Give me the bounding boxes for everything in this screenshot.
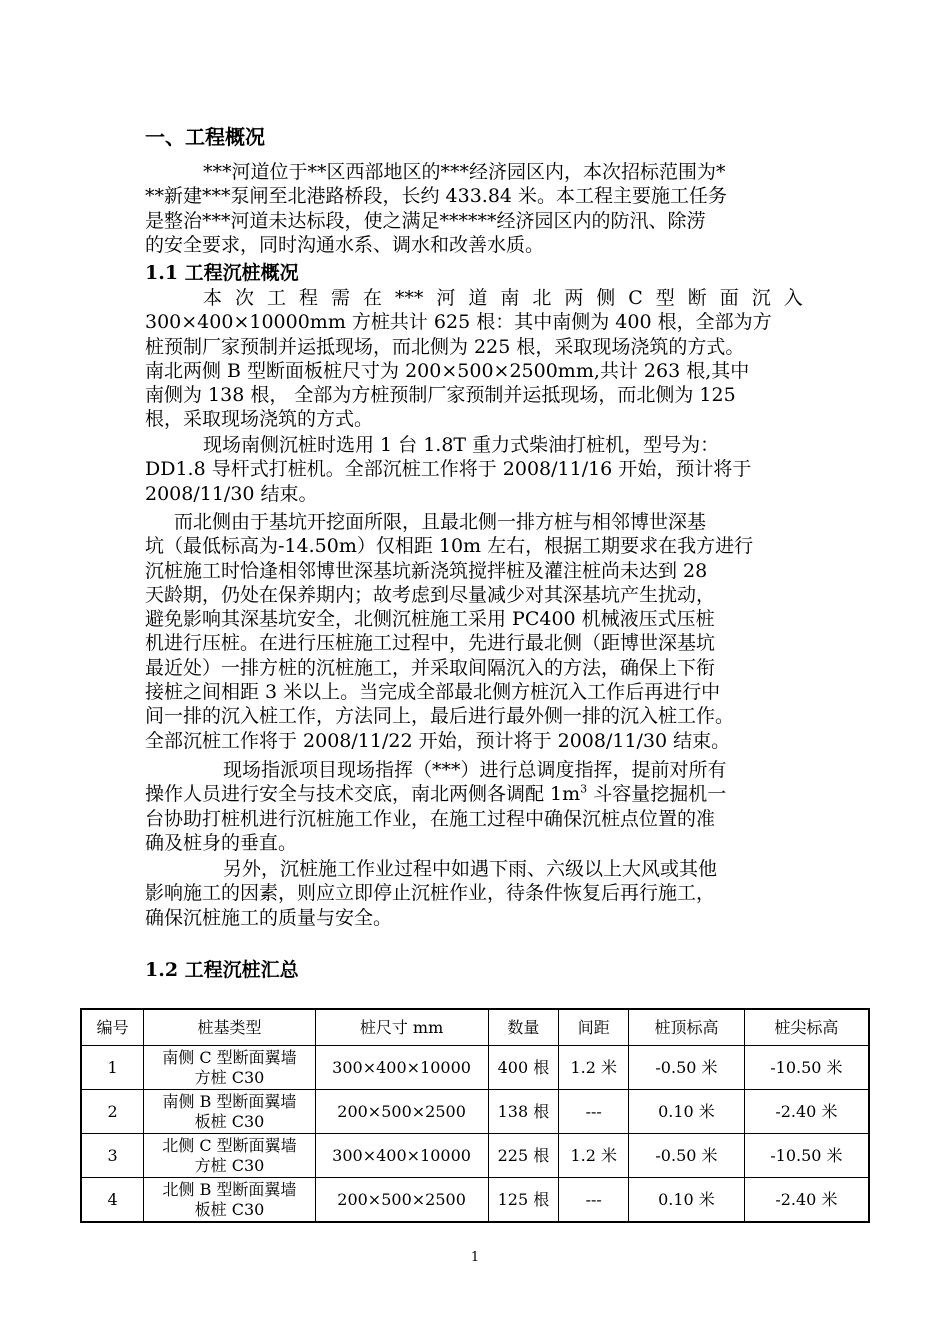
text-line: 机进行压桩。在进行压桩施工过程中，先进行最北侧（距博世深基坑 bbox=[145, 632, 716, 655]
table-cell bbox=[559, 1178, 629, 1223]
cell-text: --- bbox=[585, 1101, 602, 1121]
text-line: 300×400×10000mm 方桩共计 625 根：其中南侧为 400 根，全部为方 bbox=[145, 311, 772, 334]
table-row bbox=[81, 1134, 869, 1178]
cell-text: 南侧 B 型断面翼墙 bbox=[162, 1091, 297, 1111]
text-line: 最近处）一排方桩的沉桩施工，并采取间隔沉入的方法，确保上下衔 bbox=[145, 656, 716, 679]
header-cell: 桩尺寸 mm bbox=[315, 1009, 488, 1046]
table-cell bbox=[488, 1090, 559, 1134]
table-cell bbox=[559, 1046, 629, 1090]
header-cell: 桩基类型 bbox=[144, 1009, 315, 1046]
cell-text: -2.40 米 bbox=[775, 1101, 838, 1121]
header-cell: 间距 bbox=[559, 1009, 629, 1046]
table-cell bbox=[144, 1046, 315, 1090]
cell-text: 1.2 米 bbox=[570, 1057, 617, 1077]
cell-text: 125 根 bbox=[497, 1189, 550, 1209]
overview-paragraph bbox=[145, 160, 815, 257]
text-segment: 入 bbox=[783, 287, 803, 309]
table-cell bbox=[144, 1178, 315, 1223]
pile-overview-paragraph bbox=[145, 286, 815, 432]
table-cell bbox=[81, 1090, 144, 1134]
table-cell bbox=[488, 1046, 559, 1090]
table-cell bbox=[81, 1134, 144, 1178]
text-line: 2008/11/30 结束。 bbox=[145, 482, 318, 505]
table-cell bbox=[315, 1134, 488, 1178]
command-paragraph bbox=[145, 758, 815, 855]
text-segment: *** bbox=[394, 287, 424, 309]
cell-text: 300×400×10000 bbox=[332, 1057, 471, 1077]
text-line: 根，采取现场浇筑的方式。 bbox=[145, 408, 374, 431]
cell-text: 3 bbox=[107, 1145, 118, 1165]
text-line: 台协助打桩机进行沉桩施工作业，在施工过程中确保沉桩点位置的准 bbox=[145, 807, 716, 830]
table-cell bbox=[559, 1090, 629, 1134]
text-segment: C bbox=[628, 287, 643, 309]
cell-text: 北侧 C 型断面翼墙 bbox=[162, 1135, 297, 1155]
text-line: **新建***泵闸至北港路桥段，长约 433.84 米。本工程主要施工任务 bbox=[145, 185, 728, 208]
table-cell bbox=[629, 1090, 745, 1134]
table-cell bbox=[488, 1178, 559, 1223]
text-line bbox=[145, 782, 815, 806]
cell-text: 400 根 bbox=[497, 1057, 550, 1077]
cell-text: 200×500×2500 bbox=[337, 1189, 466, 1209]
text-segment: 沉 bbox=[751, 287, 771, 309]
text-segment: 次 bbox=[234, 287, 254, 309]
cell-text: 板桩 C30 bbox=[194, 1199, 265, 1219]
text-segment: 在 bbox=[362, 287, 382, 309]
text-segment: 河 bbox=[436, 287, 456, 309]
table-cell bbox=[629, 1178, 745, 1223]
table-cell bbox=[744, 1046, 869, 1090]
cell-text: 4 bbox=[107, 1189, 118, 1209]
cell-text: 2 bbox=[107, 1101, 118, 1121]
text-line: 是整治***河道未达标段，使之满足******经济园区内的防汛、除涝 bbox=[145, 209, 706, 232]
text-segment: 道 bbox=[468, 287, 488, 309]
cell-text: --- bbox=[585, 1189, 602, 1209]
table-cell bbox=[81, 1046, 144, 1090]
text-segment: 南 bbox=[500, 287, 520, 309]
pile-summary-table bbox=[80, 1008, 870, 1223]
table-cell bbox=[315, 1046, 488, 1090]
text-line: 沉桩施工时恰逢相邻博世深基坑新浇筑搅拌桩及灌注桩尚未达到 28 bbox=[145, 559, 708, 582]
table-row bbox=[81, 1046, 869, 1090]
table-cell bbox=[488, 1134, 559, 1178]
cell-text: 北侧 B 型断面翼墙 bbox=[162, 1179, 297, 1199]
text-line: 天龄期，仍处在保养期内；故考虑到尽量减少对其深基坑产生扰动， bbox=[145, 583, 716, 606]
text-line: 间一排的沉入桩工作，方法同上，最后进行最外侧一排的沉入桩工作。 bbox=[145, 705, 735, 728]
table-cell bbox=[744, 1134, 869, 1178]
table-cell bbox=[629, 1046, 745, 1090]
header-cell: 桩尖标高 bbox=[744, 1009, 869, 1046]
text-line: 南侧为 138 根， 全部为方桩预制厂家预制并运抵现场，而北侧为 125 bbox=[145, 384, 736, 407]
header-cell: 数量 bbox=[488, 1009, 559, 1046]
cell-text: 1 bbox=[107, 1057, 118, 1077]
cell-text: 方桩 C30 bbox=[194, 1067, 265, 1087]
table-row bbox=[81, 1090, 869, 1134]
table-cell bbox=[315, 1178, 488, 1223]
text-line: 确及桩身的垂直。 bbox=[145, 831, 298, 854]
text-line: 桩预制厂家预制并运抵现场，而北侧为 225 根，采取现场浇筑的方式。 bbox=[145, 335, 745, 358]
text-segment: 面 bbox=[719, 287, 739, 309]
south-piling-paragraph bbox=[145, 433, 815, 506]
text-line: 确保沉桩施工的质量与安全。 bbox=[145, 906, 393, 929]
table-cell bbox=[559, 1134, 629, 1178]
text-line: ***河道位于**区西部地区的***经济园区内，本次招标范围为* bbox=[203, 161, 726, 183]
cell-text: -10.50 米 bbox=[770, 1145, 843, 1165]
text-line: 南北两侧 B 型断面板桩尺寸为 200×500×2500mm,共计 263 根,其中 bbox=[145, 359, 750, 382]
section-heading-pile-summary: 1.2 工程沉桩汇总 bbox=[145, 959, 299, 981]
text-line: 现场指派项目现场指挥（***）进行总调度指挥，提前对所有 bbox=[223, 759, 727, 781]
table-row bbox=[81, 1178, 869, 1223]
cell-text: 板桩 C30 bbox=[194, 1111, 265, 1131]
header-cell: 编号 bbox=[81, 1009, 144, 1046]
superscript: 3 bbox=[580, 782, 588, 796]
text-segment: 断 bbox=[687, 287, 707, 309]
cell-text: 0.10 米 bbox=[658, 1189, 715, 1209]
text-line: 影响施工的因素，则应立即停止沉桩作业，待条件恢复后再行施工， bbox=[145, 882, 716, 905]
cell-text: 225 根 bbox=[497, 1145, 550, 1165]
table-cell bbox=[629, 1134, 745, 1178]
cell-text: -10.50 米 bbox=[770, 1057, 843, 1077]
north-piling-paragraph bbox=[145, 510, 815, 753]
text-segment: 侧 bbox=[596, 287, 616, 309]
table-cell bbox=[315, 1090, 488, 1134]
text-segment: 北 bbox=[532, 287, 552, 309]
cell-text: 方桩 C30 bbox=[194, 1155, 265, 1175]
text-line: 坑（最低标高为-14.50m）仅相距 10m 左右，根据工期要求在我方进行 bbox=[145, 535, 754, 558]
cell-text: 200×500×2500 bbox=[337, 1101, 466, 1121]
section-heading-pile-overview: 1.1 工程沉桩概况 bbox=[145, 262, 299, 284]
page-number: 1 bbox=[470, 1250, 480, 1265]
text-segment: 操作人员进行安全与技术交底，南北两侧各调配 1m bbox=[145, 783, 581, 806]
text-line: 另外，沉桩施工作业过程中如遇下雨、六级以上大风或其他 bbox=[223, 858, 718, 880]
cell-text: 0.10 米 bbox=[658, 1101, 715, 1121]
text-segment: 程 bbox=[298, 287, 318, 309]
weather-paragraph bbox=[145, 857, 815, 930]
cell-text: 南侧 C 型断面翼墙 bbox=[162, 1047, 297, 1067]
cell-text: -0.50 米 bbox=[655, 1145, 718, 1165]
cell-text: 300×400×10000 bbox=[332, 1145, 471, 1165]
text-line: 全部沉桩工作将于 2008/11/22 开始，预计将于 2008/11/30 结束。 bbox=[145, 729, 731, 752]
cell-text: 1.2 米 bbox=[570, 1145, 617, 1165]
text-line: 现场南侧沉桩时选用 1 台 1.8T 重力式柴油打桩机，型号为： bbox=[203, 434, 720, 456]
text-segment: 型 bbox=[655, 287, 675, 309]
cell-text: -0.50 米 bbox=[655, 1057, 718, 1077]
text-line: 而北侧由于基坑开挖面所限，且最北侧一排方桩与相邻博世深基 bbox=[174, 511, 707, 533]
text-line: DD1.8 导杆式打桩机。全部沉桩工作将于 2008/11/16 开始，预计将于 bbox=[145, 458, 752, 481]
section-heading-overview: 一、工程概况 bbox=[145, 125, 265, 149]
text-segment: 需 bbox=[330, 287, 350, 309]
table-cell bbox=[81, 1178, 144, 1223]
text-line bbox=[145, 286, 803, 310]
text-segment: 工 bbox=[266, 287, 286, 309]
table-header-row bbox=[81, 1009, 869, 1046]
text-line: 的安全要求，同时沟通水系、调水和改善水质。 bbox=[145, 233, 545, 256]
table-cell bbox=[144, 1090, 315, 1134]
cell-text: 138 根 bbox=[497, 1101, 550, 1121]
text-line: 接桩之间相距 3 米以上。当完成全部最北侧方桩沉入工作后再进行中 bbox=[145, 681, 721, 704]
table-cell bbox=[144, 1134, 315, 1178]
text-segment: 斗容量挖掘机一 bbox=[587, 783, 727, 806]
text-segment: 两 bbox=[564, 287, 584, 309]
table-cell bbox=[744, 1090, 869, 1134]
header-cell: 桩顶标高 bbox=[629, 1009, 745, 1046]
text-segment: 本 bbox=[203, 287, 223, 309]
cell-text: -2.40 米 bbox=[775, 1189, 838, 1209]
table-cell bbox=[744, 1178, 869, 1223]
text-line: 避免影响其深基坑安全，北侧沉桩施工采用 PC400 机械液压式压桩 bbox=[145, 608, 715, 631]
